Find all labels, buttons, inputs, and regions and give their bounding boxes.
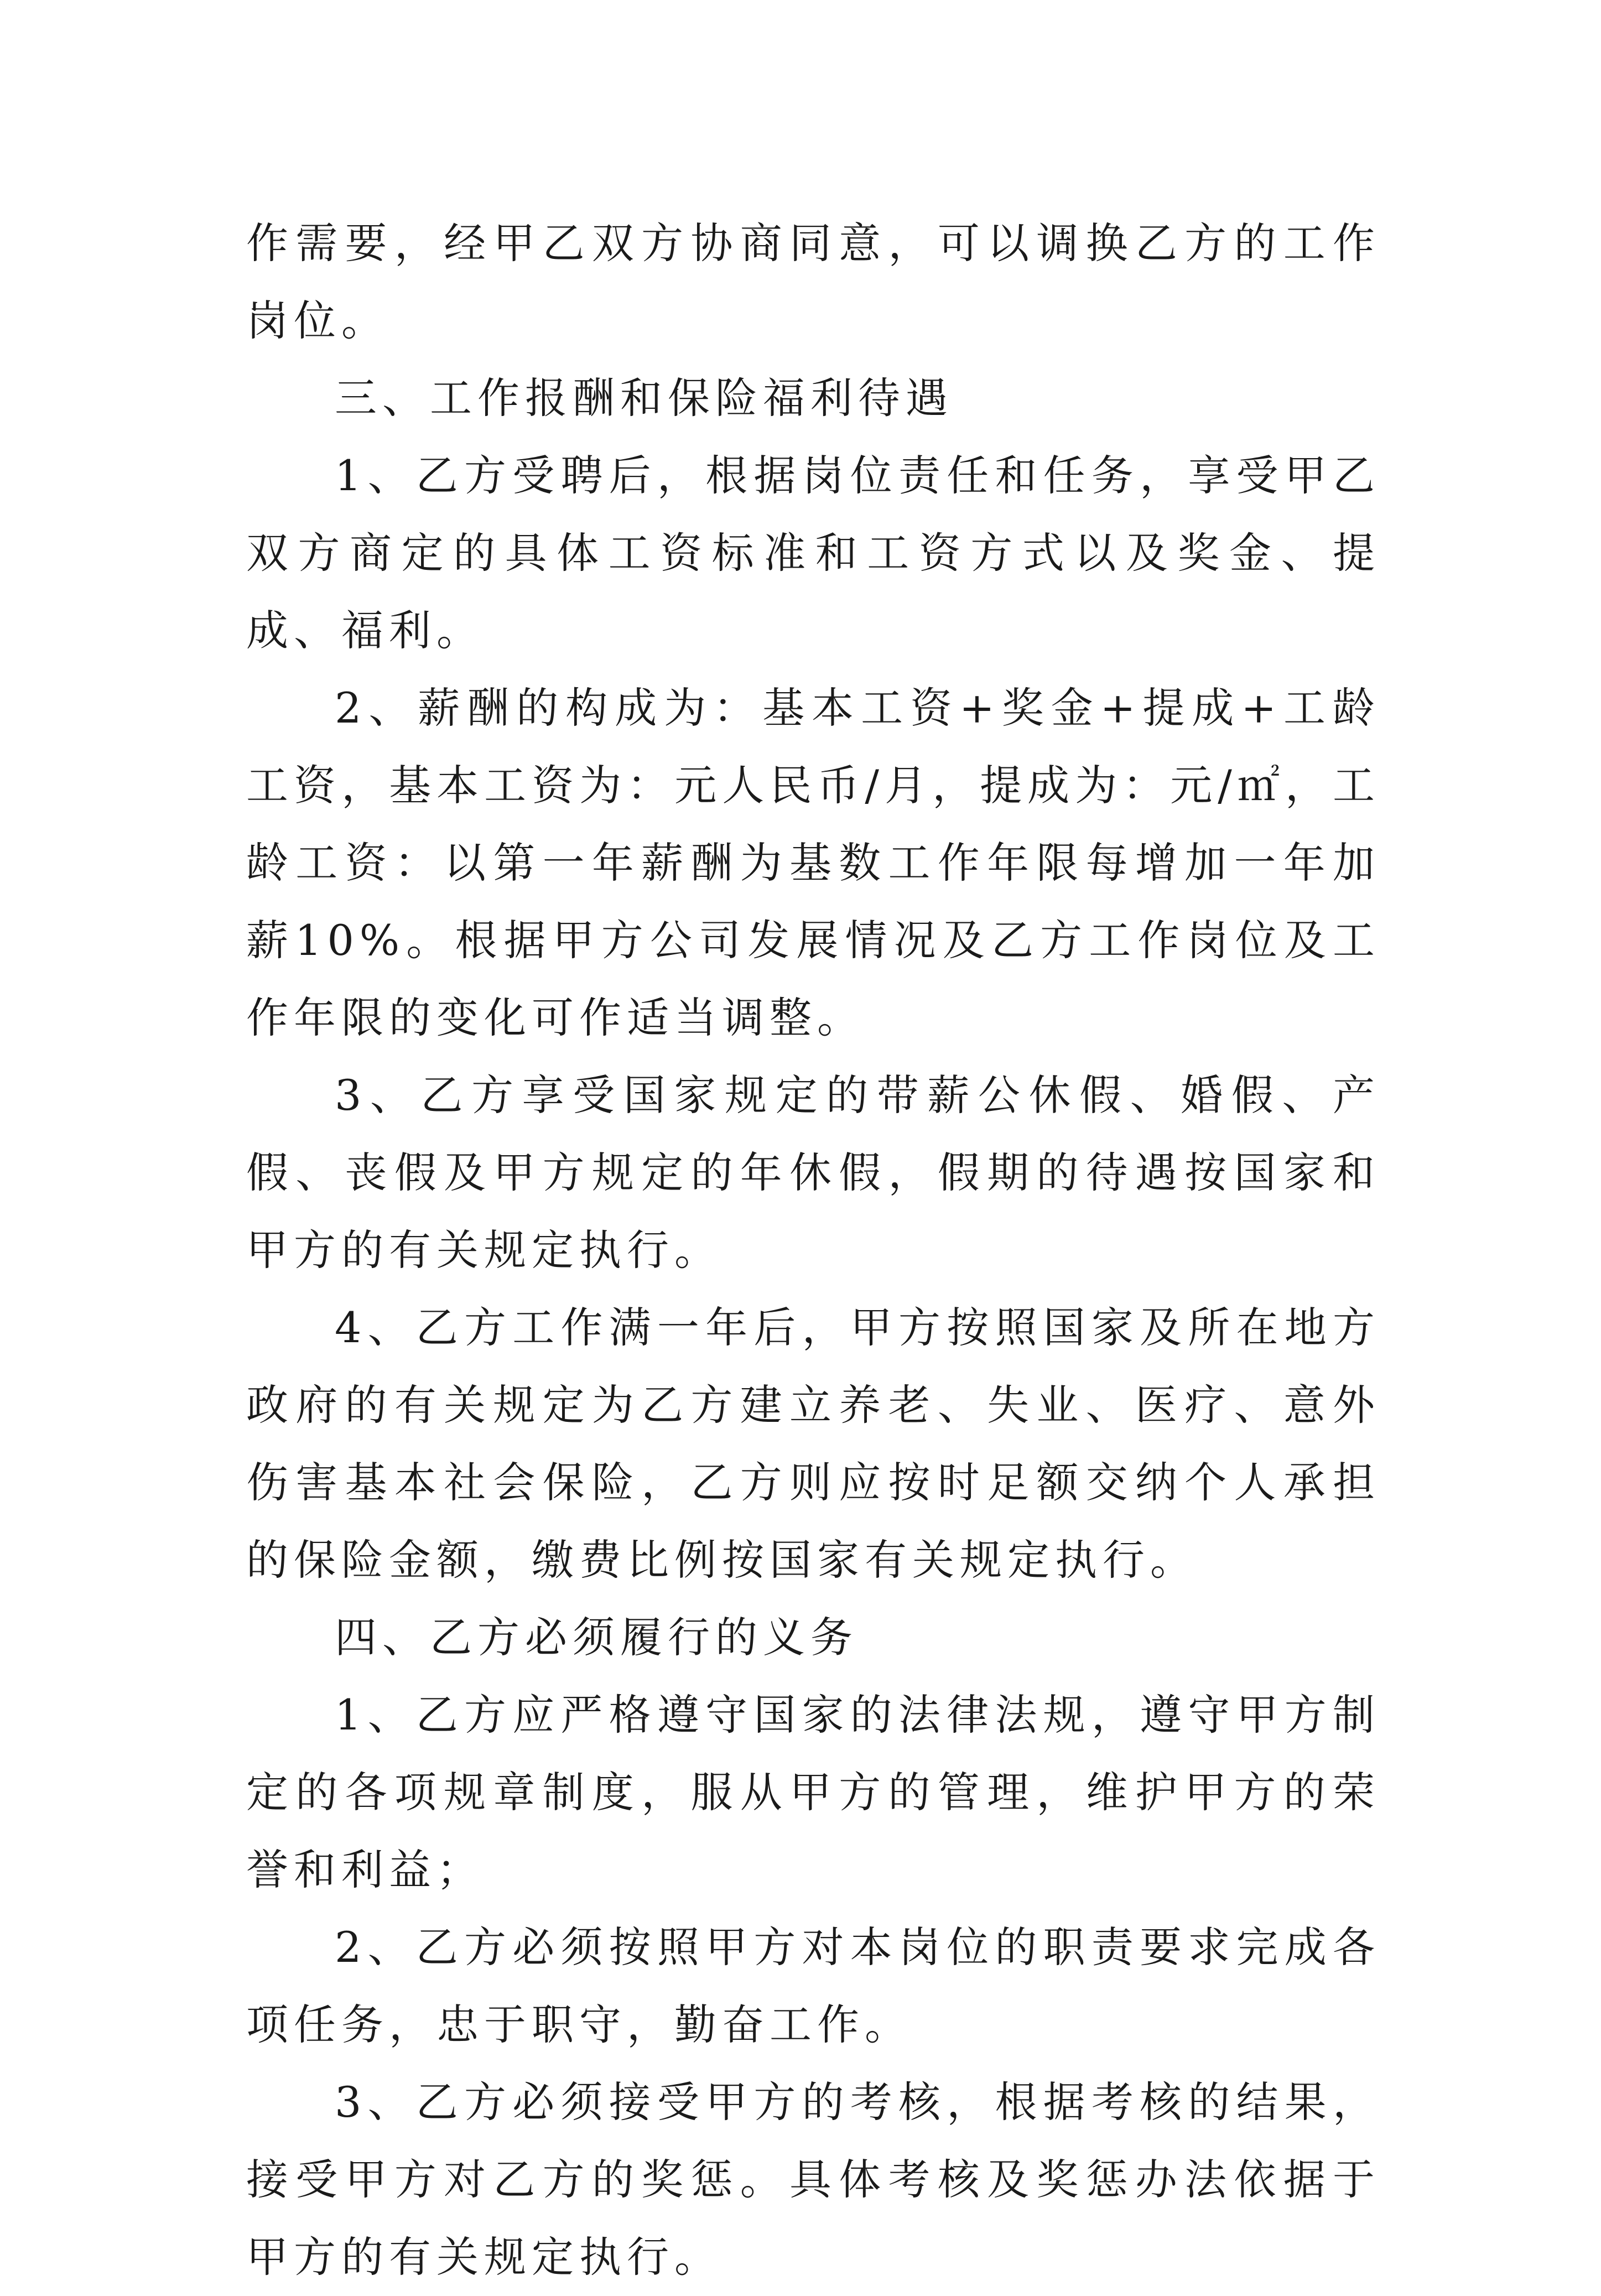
document-body [246,205,1380,2296]
clause-4-1: 1、乙方应严格遵守国家的法律法规，遵守甲方制定的各项规章制度，服从甲方的管理，维护甲方的荣誉和利益； [246,1690,1380,1894]
paragraph-continuation: 作需要，经甲乙双方协商同意，可以调换乙方的工作岗位。 [246,219,1380,345]
clause-3-3: 3、乙方享受国家规定的带薪公休假、婚假、产假、丧假及甲方规定的年休假，假期的待遇按国家和甲方的有关规定执行。 [246,1071,1380,1275]
clause-3-2: 2、薪酬的构成为：基本工资+奖金+提成+工龄工资，基本工资为：元人民币/月，提成为：元/㎡，工龄工资：以第一年薪酬为基数工作年限每增加一年加薪10%。根据甲方公司发展情况及乙方工作岗位及工作年限的变化可作适当调整。 [246,683,1380,1042]
clause-4-3: 3、乙方必须接受甲方的考核，根据考核的结果，接受甲方对乙方的奖惩。具体考核及奖惩办法依据于甲方的有关规定执行。 [246,2077,1380,2282]
clause-3-4: 4、乙方工作满一年后，甲方按照国家及所在地方政府的有关规定为乙方建立养老、失业、医疗、意外伤害基本社会保险，乙方则应按时足额交纳个人承担的保险金额，缴费比例按国家有关规定执行。 [246,1303,1380,1585]
clause-4-2: 2、乙方必须按照甲方对本岗位的职责要求完成各项任务，忠于职守，勤奋工作。 [246,1923,1380,2049]
section-heading-3: 三、工作报酬和保险福利待遇 [335,373,953,423]
section-heading-4: 四、乙方必须履行的义务 [335,1613,858,1662]
clause-3-1: 1、乙方受聘后，根据岗位责任和任务，享受甲乙双方商定的具体工资标准和工资方式以及奖金、提成、福利。 [246,451,1380,655]
